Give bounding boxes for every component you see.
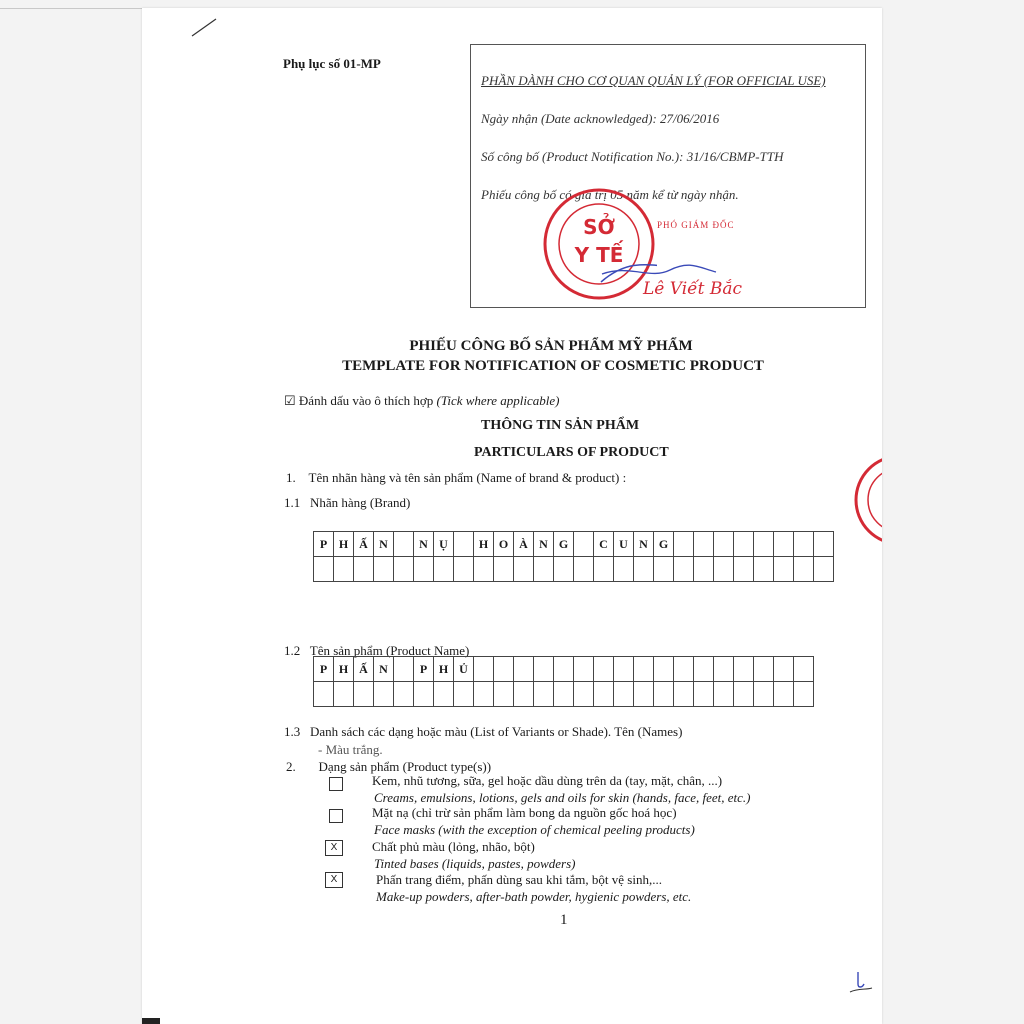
grid-cell: Ấ [354,657,374,682]
grid-cell [694,532,714,557]
grid-cell [414,682,434,707]
grid-cell [594,657,614,682]
grid-cell [554,657,574,682]
grid-cell [334,682,354,707]
grid-cell [354,557,374,582]
date-acknowledged: Ngày nhận (Date acknowledged): 27/06/2016 [481,111,720,126]
item-1-3-label: Danh sách các dạng hoặc màu (List of Variants or Shade). Tên (Names) [310,724,683,739]
grid-cell: G [554,532,574,557]
grid-cell [754,532,774,557]
grid-cell: Ủ [454,657,474,682]
item-1-2-label: Tên sản phẩm (Product Name) [309,643,470,658]
grid-cell [434,557,454,582]
grid-cell [394,657,414,682]
grid-cell [394,557,414,582]
grid-cell [474,682,494,707]
notification-number: Số công bố (Product Notification No.): 31/16/CBMP-TTH [481,149,784,164]
grid-cell [514,557,534,582]
grid-cell [334,557,354,582]
item-1-1 [284,495,410,511]
type-en: Creams, emulsions, lotions, gels and oils for skin (hands, face, feet, etc.) [374,790,751,805]
grid-cell: N [414,532,434,557]
grid-cell [694,682,714,707]
grid-cell [714,682,734,707]
grid-cell [634,657,654,682]
type-vn: Kem, nhũ tương, sữa, gel hoặc dầu dùng trên da (tay, mặt, chân, ...) [372,773,723,788]
grid-cell [694,657,714,682]
grid-cell [634,557,654,582]
grid-cell: U [614,532,634,557]
signer-name: Lê Viết Bắc [643,279,743,299]
grid-cell [534,682,554,707]
grid-cell [394,682,414,707]
tick-note [284,393,559,409]
grid-cell [734,682,754,707]
item-1-2-number: 1.2 [284,643,301,658]
validity-note: Phiếu công bố có giá trị 05 năm kể từ ngày nhận. [481,187,739,202]
grid-cell [714,657,734,682]
page-number: 1 [560,912,568,928]
grid-cell [794,657,814,682]
grid-cell [814,557,834,582]
grid-cell: P [314,657,334,682]
type-checkbox[interactable]: X [325,872,343,888]
grid-cell [554,557,574,582]
grid-cell: C [594,532,614,557]
grid-cell [794,682,814,707]
grid-cell: H [334,532,354,557]
item-1-label: Tên nhãn hàng và tên sản phẩm (Name of brand & product) : [308,470,627,485]
grid-cell [774,557,794,582]
svg-text:Y TẾ: Y TẾ [574,243,624,267]
grid-cell: N [374,532,394,557]
tick-note-en: (Tick where applicable) [436,393,560,408]
title-vn: PHIẾU CÔNG BỐ SẢN PHẨM MỸ PHẨM [409,338,693,354]
product-grid-row-2 [314,682,814,707]
grid-cell [694,557,714,582]
grid-cell [574,657,594,682]
grid-cell [674,657,694,682]
type-vn: Phấn trang điểm, phấn dùng sau khi tắm, bột vệ sinh,... [376,872,662,887]
grid-cell: H [334,657,354,682]
grid-cell: N [374,657,394,682]
grid-cell [514,657,534,682]
grid-cell [754,657,774,682]
grid-cell: O [494,532,514,557]
item-1-3 [284,724,682,740]
grid-cell [554,682,574,707]
type-checkbox[interactable] [329,777,343,791]
pen-mark-icon [190,16,220,38]
grid-cell [434,682,454,707]
grid-cell [654,557,674,582]
type-en: Tinted bases (liquids, pastes, powders) [374,856,576,871]
grid-cell [574,557,594,582]
item-1-3-number: 1.3 [284,724,301,739]
grid-cell [454,557,474,582]
product-grid-row-1 [314,657,814,682]
grid-cell [674,682,694,707]
grid-cell [734,532,754,557]
grid-cell [674,532,694,557]
grid-cell [494,557,514,582]
grid-cell [494,657,514,682]
grid-cell [374,557,394,582]
grid-cell [754,557,774,582]
grid-cell [534,557,554,582]
type-vn: Mặt nạ (chỉ trừ sản phẩm làm bong da nguồn gốc hoá học) [372,805,677,820]
grid-cell [594,557,614,582]
grid-cell: H [434,657,454,682]
item-1-1-label: Nhãn hàng (Brand) [310,495,411,510]
grid-cell [414,557,434,582]
type-en: Make-up powders, after-bath powder, hygienic powders, etc. [376,889,692,904]
grid-cell [614,557,634,582]
grid-cell [774,532,794,557]
tick-checkbox-icon: ☑ [284,393,296,408]
grid-cell [654,682,674,707]
tick-note-vn: Đánh dấu vào ô thích hợp [298,393,434,408]
official-heading: PHẦN DÀNH CHO CƠ QUAN QUẢN LÝ (FOR OFFICIAL USE) [481,73,826,88]
section-title-en: PARTICULARS OF PRODUCT [474,445,669,460]
grid-cell: H [474,532,494,557]
grid-cell [774,682,794,707]
type-en: Face masks (with the exception of chemical peeling products) [374,822,695,837]
grid-cell [594,682,614,707]
grid-cell [714,557,734,582]
grid-cell [534,657,554,682]
official-seal-icon [541,186,657,302]
signature-icon [600,262,720,282]
grid-cell [474,557,494,582]
grid-cell [614,682,634,707]
section-title-vn: THÔNG TIN SẢN PHẨM [481,418,640,433]
title-en: TEMPLATE FOR NOTIFICATION OF COSMETIC PRODUCT [342,358,764,374]
item-2-number: 2. [286,759,296,774]
grid-cell: P [414,657,434,682]
variant-value: - Màu trắng. [318,742,383,757]
grid-cell [674,557,694,582]
margin-mark-icon [846,968,876,998]
grid-cell [394,532,414,557]
grid-cell [794,557,814,582]
grid-cell [734,557,754,582]
appendix-label: Phụ lục số 01-MP [283,56,381,71]
item-1 [286,470,626,486]
grid-cell: G [654,532,674,557]
grid-cell [754,682,774,707]
item-1-1-number: 1.1 [284,495,301,510]
grid-cell [614,657,634,682]
grid-cell [794,532,814,557]
grid-cell [574,682,594,707]
scan-corner [142,1018,160,1024]
grid-cell [454,532,474,557]
grid-cell [574,532,594,557]
grid-cell [354,682,374,707]
item-2-label: Dạng sản phẩm (Product type(s)) [318,759,492,774]
brand-grid-row-1 [314,532,834,557]
type-vn: Chất phủ màu (lỏng, nhão, bột) [372,839,535,854]
grid-cell [474,657,494,682]
grid-cell [814,532,834,557]
grid-cell [314,682,334,707]
grid-cell: N [534,532,554,557]
grid-cell: À [514,532,534,557]
grid-cell [774,657,794,682]
brand-grid-row-2 [314,557,834,582]
product-name-grid [313,656,814,707]
grid-cell [634,682,654,707]
brand-grid [313,531,834,582]
partial-seal-icon [852,454,882,550]
grid-cell: N [634,532,654,557]
grid-cell [654,657,674,682]
svg-text:SỞ: SỞ [583,215,615,239]
grid-cell [514,682,534,707]
grid-cell [494,682,514,707]
grid-cell [374,682,394,707]
grid-cell: Ấ [354,532,374,557]
grid-cell [714,532,734,557]
type-checkbox[interactable]: X [325,840,343,856]
item-1-number: 1. [286,470,296,485]
grid-cell [454,682,474,707]
grid-cell: P [314,532,334,557]
signer-title: PHÓ GIÁM ĐỐC [657,220,735,230]
type-checkbox[interactable] [329,809,343,823]
grid-cell [734,657,754,682]
grid-cell [314,557,334,582]
grid-cell: Ụ [434,532,454,557]
